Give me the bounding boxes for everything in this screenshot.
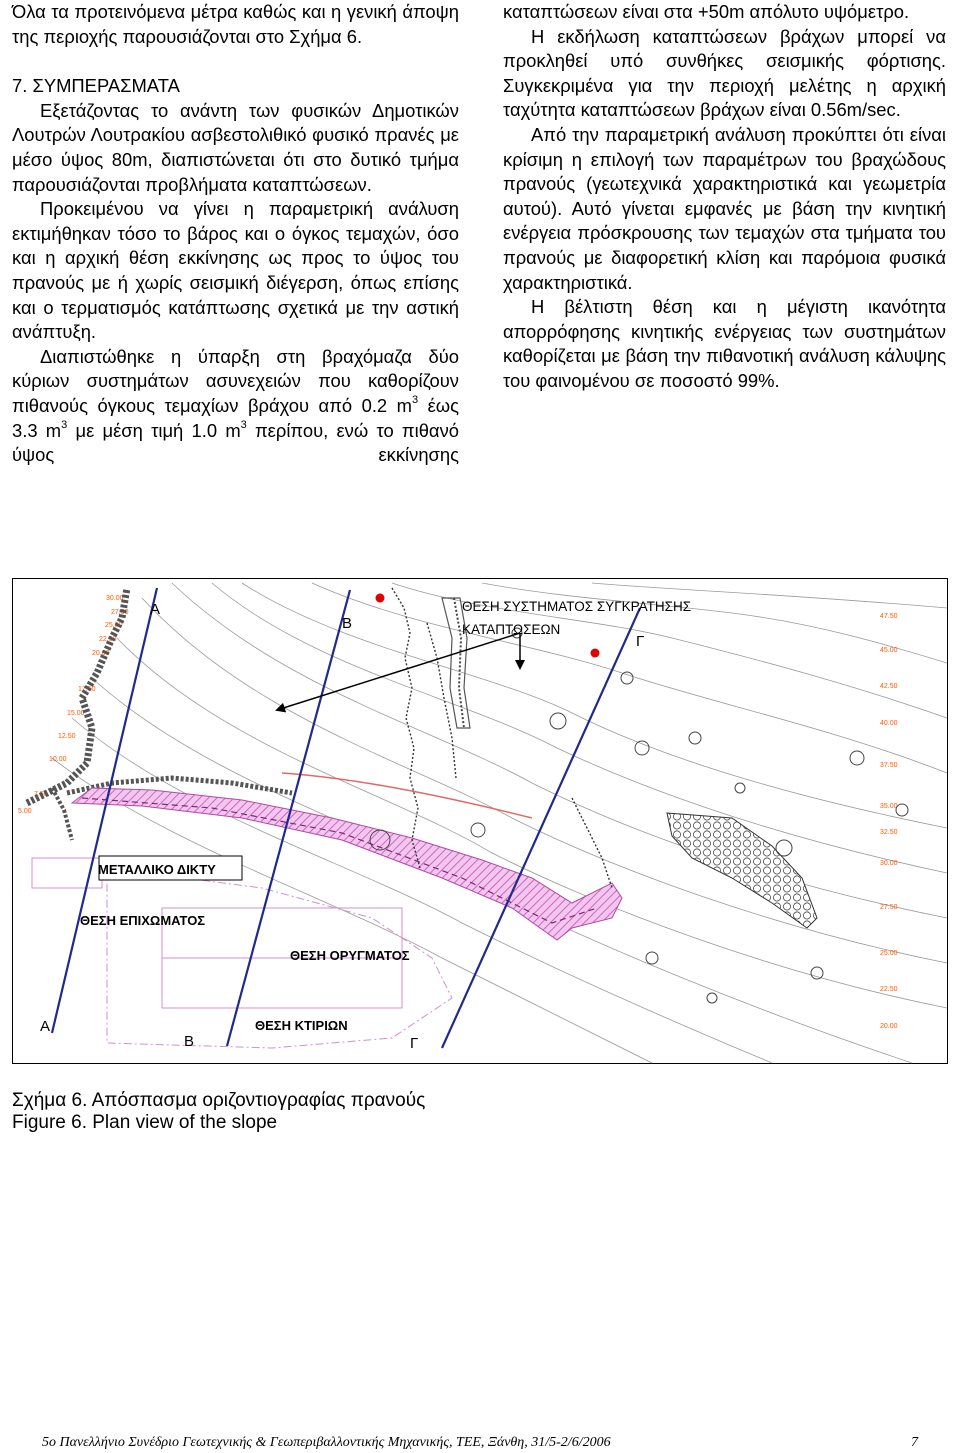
svg-text:5.00: 5.00 xyxy=(18,808,32,815)
svg-text:32.50: 32.50 xyxy=(880,829,898,836)
caption-greek: Σχήμα 6. Απόσπασμα οριζοντιογραφίας πρανούς xyxy=(12,1090,426,1111)
svg-text:42.50: 42.50 xyxy=(880,683,898,690)
page-footer xyxy=(42,1435,918,1451)
conclusion-paragraph-1: Εξετάζοντας το ανάντη των φυσικών Δημοτικών Λουτρών Λουτρακίου ασβεστολιθικό φυσικό πρανές με μέσο ύψος 80m, διαπιστώνεται ότι στο δυτικό τμήμα παρουσιάζονται προβλήματα καταπτώσεων. xyxy=(12,99,459,195)
p3-sup-3: 3 xyxy=(240,418,247,431)
buildings-label: ΘΕΣΗ ΚΤΙΡΙΩΝ xyxy=(255,1018,348,1033)
figure-caption xyxy=(12,1090,425,1134)
svg-text:27.50: 27.50 xyxy=(111,609,129,616)
svg-text:47.50: 47.50 xyxy=(880,613,898,620)
svg-text:30.00: 30.00 xyxy=(880,860,898,867)
svg-text:20.00: 20.00 xyxy=(880,1023,898,1030)
section-heading: 7. ΣΥΜΠΕΡΑΣΜΑΤΑ xyxy=(12,75,180,97)
p3-text-b: έως 3.3 m xyxy=(12,394,459,441)
svg-text:35.00: 35.00 xyxy=(880,803,898,810)
label-b-top: Β xyxy=(342,615,353,632)
p3-sup-1: 3 xyxy=(411,393,419,406)
embankment-label: ΘΕΣΗ ΕΠΙΧΩΜΑΤΟΣ xyxy=(80,913,206,928)
svg-text:45.00: 45.00 xyxy=(880,647,898,654)
metal-net-label: ΜΕΤΑΛΛΙΚΟ ΔΙΚΤΥ xyxy=(98,862,216,877)
svg-text:10.00: 10.00 xyxy=(49,756,67,763)
slope-plan-figure xyxy=(12,578,948,1064)
right-column xyxy=(503,0,946,394)
svg-text:40.00: 40.00 xyxy=(880,720,898,727)
right-paragraph-1: καταπτώσεων είναι στα +50m απόλυτο υψόμετρο. xyxy=(503,1,910,22)
right-paragraph-4: Η βέλτιστη θέση και η μέγιστη ικανότητα απορρόφησης κινητικής ενέργειας των συστημάτων καθορίζεται με βάση την πιθανοτική ανάλυση κάλυψης του φαινομένου σε ποσοστό 99%. xyxy=(503,296,946,391)
svg-text:37.50: 37.50 xyxy=(880,762,898,769)
conclusion-paragraph-3 xyxy=(12,345,459,468)
label-a-bottom: Α xyxy=(40,1018,51,1035)
slope-plan-drawing xyxy=(12,578,948,1064)
page-number: 7 xyxy=(911,1435,918,1450)
svg-text:22.50: 22.50 xyxy=(99,636,117,643)
trench-label: ΘΕΣΗ ΟΡΥΓΜΑΤΟΣ xyxy=(290,948,410,963)
conclusion-paragraph-2: Προκειμένου να γίνει η παραμετρική ανάλυση εκτιμήθηκαν τόσο το βάρος και ο όγκος τεμαχών, όσο και η αρχική θέση εκκίνησης ως προς το ύψος του πρανούς με ή χωρίς σεισμική διέγερση, όπως επίσης και ο τερματισμός κατάπτωσης σχετικά με την αστική ανάπτυξη. xyxy=(12,198,459,343)
right-paragraph-3: Από την παραμετρική ανάλυση προκύπτει ότι είναι κρίσιμη η επιλογή των παραμέτρων του βραχώδους πρανούς (γεωτεχνικά χαρακτηριστικά και γεωμετρία αυτού). Αυτό γίνεται εμφανές με βάση την κινητική ενέργεια πρόσκρουσης των τεμαχών στα τμήματα του πρανούς με διαφορετική κλίση και παρόμοια φυσικά χαρακτηριστικά. xyxy=(503,123,946,293)
svg-text:22.50: 22.50 xyxy=(880,986,898,993)
caption-english: Figure 6. Plan view of the slope xyxy=(12,1112,278,1133)
retaining-system-point-g xyxy=(591,649,600,658)
p3-text-c: με μέση τιμή 1.0 m xyxy=(67,419,241,441)
retaining-system-label-1: ΘΕΣΗ ΣΥΣΤΗΜΑΤΟΣ ΣΥΓΚΡΑΤΗΣΗΣ xyxy=(462,599,692,614)
label-g-top: Γ xyxy=(636,633,645,650)
p3-text-d: περίπου, ενώ το πιθανό ύψος εκκίνησης xyxy=(12,419,459,466)
retaining-system-point-b xyxy=(376,594,385,603)
label-g-bottom: Γ xyxy=(410,1035,419,1052)
label-a-top: Α xyxy=(150,601,161,618)
p3-text-a: Διαπιστώθηκε η ύπαρξη στη βραχόμαζα δύο κύριων συστημάτων ασυνεχειών που καθορίζουν πιθανούς όγκους τεμαχίων βράχου από 0.2 m xyxy=(12,345,459,416)
svg-text:20.00: 20.00 xyxy=(92,650,110,657)
retaining-system-label-2: ΚΑΤΑΠΤΩΣΕΩΝ xyxy=(462,622,561,637)
svg-text:17.50: 17.50 xyxy=(78,686,96,693)
intro-paragraph: Όλα τα προτεινόμενα μέτρα καθώς και η γενική άποψη της περιοχής παρουσιάζονται στο Σχήμα 6. xyxy=(12,1,459,47)
conference-name: 5ο Πανελλήνιο Συνέδριο Γεωτεχνικής & Γεωπεριβαλλοντικής Μηχανικής, ΤΕΕ, Ξάνθη, 31/5-2/6/2006 xyxy=(42,1435,611,1450)
svg-text:7.50: 7.50 xyxy=(34,791,48,798)
right-paragraph-2: Η εκδήλωση καταπτώσεων βράχων μπορεί να προκληθεί υπό συνθήκες σεισμικής φόρτισης. Συγκεκριμένα για την περιοχή μελέτης η αρχική ταχύτητα καταπτώσεων βράχων είναι 0.56m/sec. xyxy=(503,25,946,121)
p3-sup-2: 3 xyxy=(61,418,68,431)
label-b-bottom: Β xyxy=(184,1033,195,1050)
svg-text:25.00: 25.00 xyxy=(105,622,123,629)
svg-text:15.00: 15.00 xyxy=(67,710,85,717)
svg-text:27.50: 27.50 xyxy=(880,904,898,911)
left-column xyxy=(12,0,459,468)
svg-text:30.00: 30.00 xyxy=(106,595,124,602)
svg-text:12.50: 12.50 xyxy=(58,733,76,740)
svg-text:25.00: 25.00 xyxy=(880,950,898,957)
